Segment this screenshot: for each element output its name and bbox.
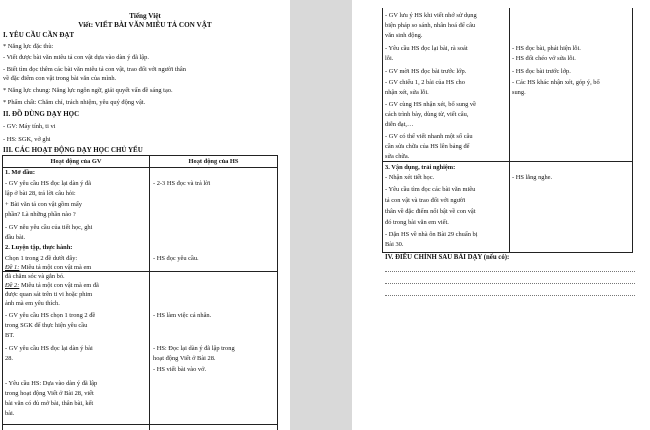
text-line: được quan sát trên ti vi hoặc phim — [5, 291, 93, 298]
text-line: văn sinh động. — [385, 32, 423, 39]
text-line: Đề 1: Miêu tả một con vật mà em — [5, 264, 92, 271]
text-line: - Nhận xét tiết học. — [385, 174, 435, 181]
text-line: BT. — [5, 332, 15, 339]
text-line: - HS đổi chéo vở sửa lỗi. — [512, 55, 576, 62]
text-line: đầu bài. — [5, 234, 26, 241]
text-line: - HS đọc bài trước lớp. — [512, 68, 571, 75]
text-line: Chọn 1 trong 2 đề dưới đây: — [5, 255, 78, 262]
text-line: - Yêu cầu HS đọc lại bài, rà soát — [385, 45, 468, 52]
text-line: cách trình bày, dùng từ, viết câu, — [385, 111, 469, 118]
text-line: - GV có thể viết nhanh một số câu — [385, 133, 473, 140]
text-line: * Phẩm chất: Chăm chỉ, trách nhiệm, yêu quý động vật. — [3, 99, 146, 106]
text-line: sung. — [512, 89, 526, 96]
text-line: - Yêu cầu HS: Dựa vào dàn ý đã lập — [5, 380, 98, 387]
text-line: * Năng lực chung: Năng lực ngôn ngữ, giải quyết vấn đề sáng tạo. — [3, 87, 173, 94]
text-line: Bài 30. — [385, 241, 404, 248]
section-heading-3: III. CÁC HOẠT ĐỘNG DẠY HỌC CHỦ YẾU — [3, 146, 143, 154]
text-line: - GV yêu cầu HS chọn 1 trong 2 đề — [5, 312, 96, 319]
lesson-title: Viết: VIẾT BÀI VĂN MIÊU TẢ CON VẬT — [78, 21, 212, 29]
text-line: - GV mời HS đọc bài trước lớp. — [385, 68, 467, 75]
text-line: - HS làm việc cá nhân. — [153, 312, 212, 319]
text-line: - HS lắng nghe. — [512, 174, 553, 181]
text-line: đó trong bài văn em viết. — [385, 219, 449, 226]
text-line: Đề 2: Miêu tả một con vật mà em đã — [5, 282, 99, 289]
text-line: - HS viết bài vào vở. — [153, 366, 207, 373]
activity-title-2: 2. Luyện tập, thực hành: — [5, 244, 73, 251]
document-page-2 — [352, 0, 650, 430]
text-line: sửa chữa. — [385, 153, 410, 160]
text-line: biện pháp so sánh, nhân hoá để câu — [385, 22, 476, 29]
text-line: lỗi. — [385, 55, 394, 62]
document-page-1 — [0, 0, 290, 430]
text-line: - GV lưu ý HS khi viết nhớ sử dụng — [385, 12, 477, 19]
text-line: tả con vật và trao đổi với người — [385, 197, 466, 204]
text-line: - HS đọc bài, phát hiện lỗi. — [512, 45, 581, 52]
text-line: lập ở bài 28, trả lời câu hỏi: — [5, 190, 76, 197]
text-line: diễn đạt,… — [385, 121, 414, 128]
text-line: - HS: SGK, vở ghi — [3, 136, 51, 143]
header-hs: Hoạt động của HS — [188, 158, 239, 165]
text-line: trong SGK để thực hiện yêu cầu — [5, 322, 88, 329]
text-line: - GV cùng HS nhận xét, bổ sung về — [385, 101, 476, 108]
text-line: - Các HS khác nhận xét, góp ý, bổ — [512, 79, 600, 86]
text-line: - GV yêu cầu HS đọc lại dàn ý đã — [5, 180, 91, 187]
text-line: bài văn có đủ mở bài, thân bài, kết — [5, 400, 94, 407]
text-line: - GV chiếu 1, 2 bài của HS cho — [385, 79, 465, 86]
text-line: về đặc điểm con vật trong bài văn của mình. — [3, 75, 117, 82]
activity-title-3: 3. Vận dụng, trải nghiệm: — [385, 164, 456, 171]
text-line: - Dặn HS về nhà ôn Bài 29 chuẩn bị — [385, 231, 478, 238]
text-line: nhận xét, sửa lỗi. — [385, 89, 429, 96]
text-line: bài. — [5, 410, 15, 417]
blank-line — [385, 283, 635, 284]
text-line: - HS: Đọc lại dàn ý đã lập trong — [153, 345, 235, 352]
text-line: cần sửa chữa của HS lên bảng để — [385, 143, 470, 150]
text-line: - Viết được bài văn miêu tả con vật dựa vào dàn ý đã lập. — [3, 54, 149, 61]
text-line: - Yêu cầu tìm đọc các bài văn miêu — [385, 186, 476, 193]
activity-title-1: 1. Mở đầu: — [5, 169, 35, 176]
text-line: - 2-3 HS đọc và trả lời — [153, 180, 211, 187]
text-line: thân về đặc điểm nổi bật về con vật — [385, 208, 476, 215]
text-line: - GV yêu cầu HS đọc lại dàn ý bài — [5, 345, 93, 352]
section-heading-1: I. YÊU CẦU CẦN ĐẠT — [3, 31, 75, 39]
text-line: đã chăm sóc và gắn bó. — [5, 273, 65, 280]
text-line: hoạt động Viết ở Bài 28. — [153, 355, 216, 362]
text-line: - GV: Máy tính, ti vi — [3, 123, 56, 130]
section-heading-4: IV. ĐIỀU CHỈNH SAU BÀI DẠY (nếu có): — [385, 254, 510, 261]
text-line: ảnh mà em yêu thích. — [5, 300, 60, 307]
text-line: * Năng lực đặc thù: — [3, 43, 54, 50]
text-line: - GV nêu yêu cầu của tiết học, ghi — [5, 224, 93, 231]
blank-line — [385, 295, 635, 296]
text-line: - HS đọc yêu cầu. — [153, 255, 199, 262]
text-line: - Biết tìm đọc thêm các bài văn miêu tả con vật, trao đổi với người thân — [3, 66, 186, 73]
text-line: trong hoạt động Viết ở Bài 28, viết — [5, 390, 94, 397]
blank-line — [385, 271, 635, 272]
subject-heading: Tiếng Việt — [129, 12, 161, 20]
text-line: phần? Là những phần nào ? — [5, 211, 76, 218]
section-heading-2: II. ĐỒ DÙNG DẠY HỌC — [3, 110, 80, 118]
header-gv: Hoạt động của GV — [50, 158, 102, 165]
text-line: 28. — [5, 355, 13, 362]
text-line: + Bài văn tả con vật gồm mấy — [5, 201, 82, 208]
